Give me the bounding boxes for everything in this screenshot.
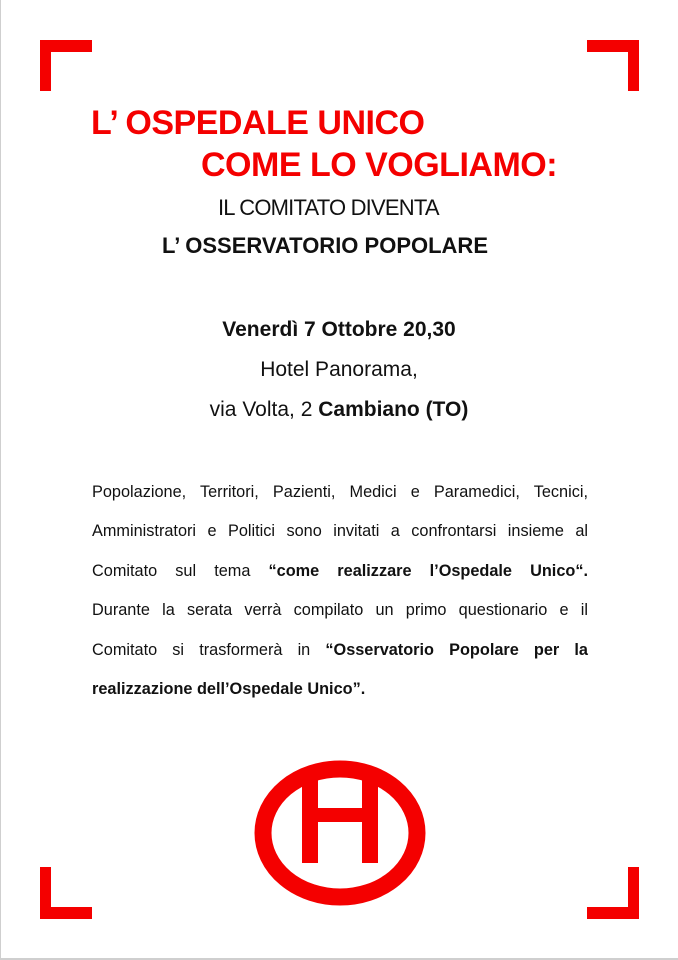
body-line-3-bold: “come realizzare l’Ospedale Unico“. (268, 562, 588, 580)
corner-bracket-bottom-right (587, 868, 639, 919)
event-date: Venerdì 7 Ottobre 20,30 (222, 318, 456, 341)
corner-bracket-top-left (40, 40, 92, 91)
event-street: via Volta, 2 (209, 398, 319, 421)
body-line-6: realizzazione dell’Ospedale Unico”. (92, 680, 366, 698)
body-line-4: Durante la serata verrà compilato un primo questionario e il (92, 601, 588, 619)
hospital-h-icon (254, 760, 426, 911)
body-line-5-bold: “Osservatorio Popolare per la (325, 641, 588, 659)
body-line-3-text: Comitato sul tema (92, 562, 269, 580)
body-line-5-text: Comitato si trasformerà in (92, 641, 326, 659)
body-line-2: Amministratori e Politici sono invitati a confrontarsi insieme al (92, 522, 588, 540)
event-town: Cambiano (TO) (318, 398, 469, 421)
body-line-3 (92, 562, 588, 581)
event-address (0, 398, 678, 422)
title-line-2: COME LO VOGLIAMO: (201, 146, 558, 184)
event-venue: Hotel Panorama, (260, 358, 418, 381)
corner-bracket-bottom-left (40, 868, 92, 919)
subtitle-line-2: L’ OSSERVATORIO POPOLARE (162, 233, 488, 258)
title-line-1: L’ OSPEDALE UNICO (91, 104, 425, 142)
corner-bracket-top-right (587, 40, 639, 91)
body-line-1: Popolazione, Territori, Pazienti, Medici e Paramedici, Tecnici, (92, 483, 588, 501)
body-line-5 (92, 641, 588, 660)
subtitle-line-1: IL COMITATO DIVENTA (218, 195, 439, 220)
